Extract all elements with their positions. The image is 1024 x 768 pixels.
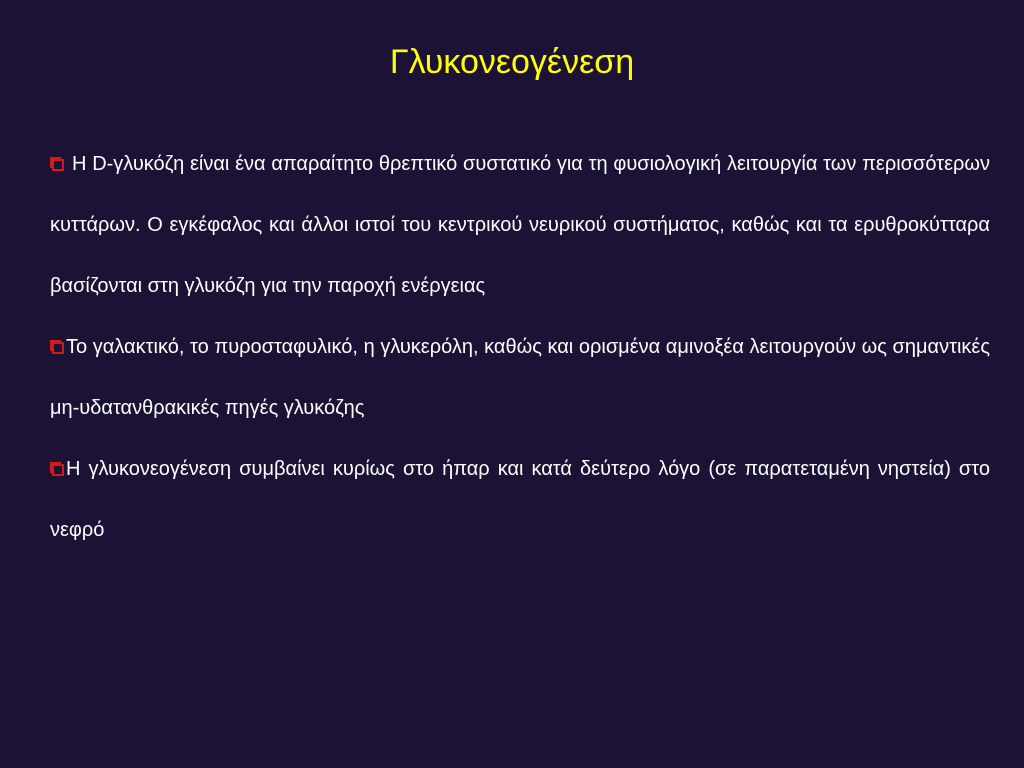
bullet-item-2 (50, 317, 990, 439)
bullet-text-1: Η D-γλυκόζη είναι ένα απαραίτητο θρεπτικό συστατικό για τη φυσιολογική λειτουργία των περισσότερων κυττάρων. Ο εγκέφαλος και άλλοι ιστοί του κεντρικού νευρικού συστήματος, καθώς και τα ερυθροκύτταρα βασίζονται στη γλυκόζη για την παροχή ενέργειας (50, 153, 990, 297)
bullet-text-2: Το γαλακτικό, το πυροσταφυλικό, η γλυκερόλη, καθώς και ορισμένα αμινοξέα λειτουργούν ως σημαντικές μη-υδατανθρακικές πηγές γλυκόζης (50, 336, 990, 419)
bullet-text-3: Η γλυκονεογένεση συμβαίνει κυρίως στο ήπαρ και κατά δεύτερο λόγο (σε παρατεταμένη νηστεία) στο νεφρό (50, 458, 990, 541)
slide-title: Γλυκονεογένεση (389, 43, 635, 81)
checkbox-bullet-icon (50, 157, 64, 171)
slide-content (50, 134, 990, 561)
bullet-item-1 (50, 134, 990, 317)
checkbox-bullet-icon (50, 340, 64, 354)
checkbox-bullet-icon (50, 462, 64, 476)
bullet-item-3 (50, 439, 990, 561)
